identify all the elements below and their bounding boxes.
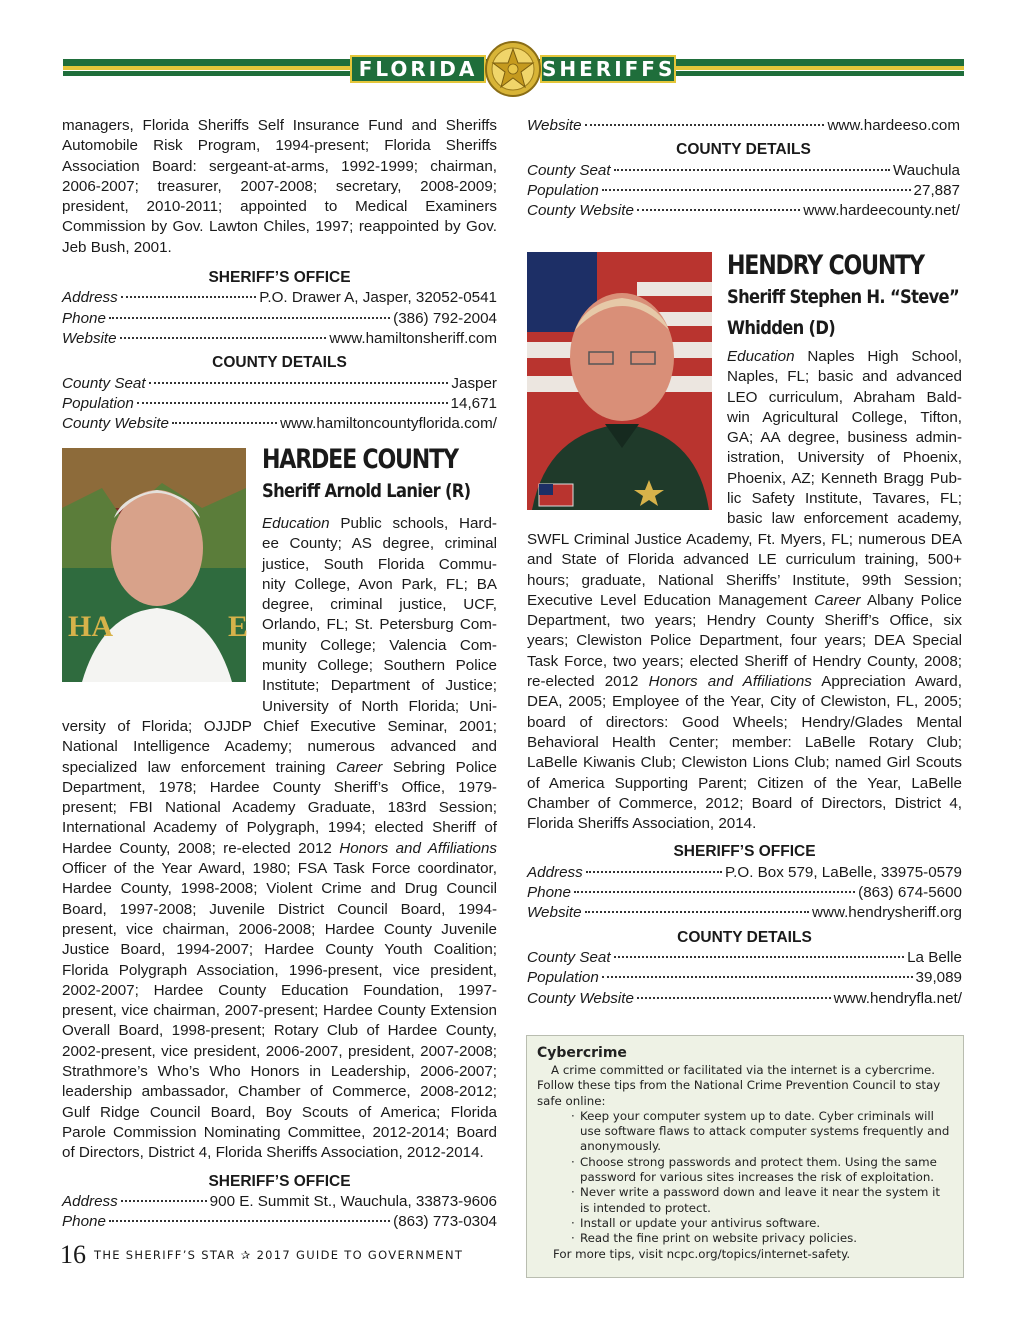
cybercrime-tip bbox=[537, 1185, 953, 1216]
bio-line: munity College; Southern Police bbox=[262, 657, 497, 675]
hendry-seat: La Belle bbox=[907, 948, 962, 966]
hardee-address: 900 E. Summit St., Wauchula, 33873-9606 bbox=[209, 1192, 497, 1210]
tip-text: Install or update your antivirus software. bbox=[580, 1215, 821, 1230]
population-label: Population bbox=[527, 181, 599, 199]
hendry-bio-full bbox=[527, 530, 962, 1009]
hamilton-address-row bbox=[62, 288, 497, 308]
bio-line: GA; AA degree, business admin- bbox=[727, 429, 962, 447]
bullet-icon: · bbox=[571, 1231, 575, 1246]
bio-line: LEO curriculum, Abraham Bald- bbox=[727, 388, 962, 406]
sheriff-star-icon bbox=[484, 40, 542, 98]
bio-line: Orlando, FL; St. Petersburg Com- bbox=[262, 616, 497, 634]
address-label: Address bbox=[527, 863, 583, 881]
bio-line: degree, criminal justice, UCF, bbox=[262, 596, 497, 614]
cybercrime-tip bbox=[537, 1155, 953, 1186]
phone-label: Phone bbox=[62, 1213, 106, 1231]
hardee-sheriff-photo bbox=[62, 448, 249, 682]
hardee-education-label: Education bbox=[262, 515, 330, 532]
cybercrime-more[interactable]: For more tips, visit ncpc.org/topics/internet-safety. bbox=[553, 1246, 851, 1261]
hamilton-population: 14,671 bbox=[450, 394, 497, 412]
footer-title: THE SHERIFF’S STAR ✰ 2017 GUIDE TO GOVERNMENT bbox=[94, 1248, 464, 1262]
hardee-honors-label: Honors and Affiliations bbox=[339, 839, 497, 857]
hardee-county-website-row bbox=[527, 201, 960, 221]
hendry-address: P.O. Box 579, LaBelle, 33975-0579 bbox=[725, 863, 962, 881]
hardee-address-row bbox=[62, 1192, 497, 1212]
hendry-phone: (863) 674-5600 bbox=[858, 884, 962, 902]
hamilton-website-row bbox=[62, 329, 497, 349]
population-label: Population bbox=[527, 969, 599, 987]
hamilton-phone-row bbox=[62, 309, 497, 329]
bio-line: Institute; Department of Justice; bbox=[262, 677, 497, 695]
hardee-career-label: Career bbox=[335, 758, 383, 776]
bio-line: istration, University of Phoenix, bbox=[727, 449, 962, 467]
cybercrime-title: Cybercrime bbox=[537, 1045, 627, 1061]
hendry-education-label: Education bbox=[727, 348, 795, 365]
hamilton-county-website-row bbox=[62, 414, 497, 434]
hendry-population: 39,089 bbox=[915, 969, 962, 987]
hendry-address-row bbox=[527, 863, 962, 883]
cybercrime-tip bbox=[537, 1216, 953, 1231]
bullet-icon: · bbox=[571, 1108, 575, 1123]
website-label: Website bbox=[527, 117, 582, 134]
tip-text: Choose strong passwords and protect them. Using the same password for various sites increases the risk of exploitation. bbox=[580, 1154, 937, 1185]
county-website-label: County Website bbox=[527, 202, 634, 220]
phone-label: Phone bbox=[62, 309, 106, 327]
hendry-county-website-row bbox=[527, 989, 962, 1009]
county-website-label: County Website bbox=[527, 989, 634, 1007]
hardee-county-website[interactable]: www.hardeecounty.net/ bbox=[803, 202, 960, 220]
hardee-photo-sign: HA bbox=[68, 610, 113, 643]
hardee-bio-wrap bbox=[262, 514, 497, 717]
county-website-label: County Website bbox=[62, 415, 169, 433]
hamilton-seat-row bbox=[62, 374, 497, 394]
address-label: Address bbox=[62, 289, 118, 307]
seat-label: County Seat bbox=[527, 161, 611, 179]
hendry-bio-wrap bbox=[727, 347, 962, 530]
hendry-sheriff-photo bbox=[527, 252, 712, 510]
page-header bbox=[0, 0, 1024, 110]
bio-line: basic law enforcement academy, bbox=[727, 510, 962, 528]
hamilton-seat: Jasper bbox=[451, 374, 497, 392]
cybercrime-intro-2: Follow these tips from the National Crime Prevention Council to stay safe online: bbox=[537, 1078, 941, 1108]
cybercrime-intro: A crime committed or facilitated via the internet is a cybercrime. bbox=[551, 1063, 935, 1077]
address-label: Address bbox=[62, 1192, 118, 1210]
hendry-county-website[interactable]: www.hendryfla.net/ bbox=[833, 989, 962, 1007]
cybercrime-tip bbox=[537, 1231, 953, 1246]
bio-line: munity College; Valencia Com- bbox=[262, 636, 497, 654]
hardee-sheriff-name: Sheriff Arnold Lanier (R) bbox=[262, 480, 471, 502]
hendry-bio-part: Albany Police Department, two years; Hendry County Sheriff’s Office, six years; Clewiston Police Department, four years; DEA Special Task Force, two years; elected Sheriff of Hendry County, 2008; re-elected 2012 bbox=[527, 591, 962, 691]
hendry-website[interactable]: www.hendrysheriff.org bbox=[812, 904, 962, 922]
bio-line: Naples, FL; basic and advanced bbox=[727, 368, 962, 386]
hardee-county-name: HARDEE COUNTY bbox=[262, 444, 458, 475]
hardee-bio-part: Sebring Police Department, 1978; Hardee County Sheriff’s Office, 1979-present; FBI National Academy Graduate, 183rd Session; International Academy of Polygraph, 1994; elected Sheriff of Hardee County, 2008; re-elected 2012 bbox=[62, 758, 497, 857]
bullet-icon: · bbox=[571, 1215, 575, 1230]
hardee-bio-part: versity of Florida; OJJDP Chief Executive Seminar, 2001; National Intelligence Academy; numerous advanced and specialized law enforcement training bbox=[62, 718, 497, 776]
hamilton-bio-continued: managers, Florida Sheriffs Self Insurance Fund and Sheriffs Automobile Risk Program, 1994-present; Florida Sheriffs Association Board: sergeant-at-arms, 1992-1999; chairman, 2006-2007; treasurer, 2007-2008; secretary, 2008-2009; president, 2010-2011; appointed to Medical Examiners Commission by Gov. Lawton Chiles, 1997; reappointed by Gov. Jeb Bush, 2001. bbox=[62, 117, 497, 256]
page-number: 16 bbox=[60, 1240, 86, 1269]
hardee-contact-continued bbox=[527, 116, 960, 221]
hendry-honors-label: Honors and Affiliations bbox=[648, 673, 812, 691]
hendry-header bbox=[727, 250, 962, 344]
left-column bbox=[62, 116, 497, 434]
bullet-icon: · bbox=[571, 1154, 575, 1169]
hardee-phone-row bbox=[62, 1212, 497, 1232]
hendry-sheriff-name-2: Whidden (D) bbox=[727, 317, 835, 339]
hendry-bio-part: SWFL Criminal Justice Academy, Ft. Myers, FL; numerous DEA and State of Florida advanced LE curriculum training, 500+ hours; graduate, National Sheriffs’ Institute, 99th Session; Executive Level Education Management bbox=[527, 531, 962, 609]
bio-line: nity College, Avon Park, FL; BA bbox=[262, 575, 497, 593]
hamilton-population-row bbox=[62, 394, 497, 414]
hardee-bio-full bbox=[62, 717, 497, 1232]
hardee-website-row bbox=[527, 116, 960, 136]
hendry-website-row bbox=[527, 903, 962, 923]
hardee-office-title: SHERIFF’S OFFICE bbox=[208, 1172, 351, 1190]
tip-text: Never write a password down and leave it near the system it is intended to protect. bbox=[580, 1185, 940, 1215]
hendry-sheriff-name-1: Sheriff Stephen H. “Steve” bbox=[727, 286, 960, 308]
hardee-seat: Wauchula bbox=[893, 161, 960, 179]
website-label: Website bbox=[527, 904, 582, 922]
website-label: Website bbox=[62, 329, 117, 347]
tip-text: Keep your computer system up to date. Cyber criminals will use software flaws to attack computer systems frequently and anonymously. bbox=[580, 1108, 950, 1154]
hardee-seat-row bbox=[527, 161, 960, 181]
hamilton-address: P.O. Drawer A, Jasper, 32052-0541 bbox=[259, 289, 497, 307]
hendry-seat-row bbox=[527, 948, 962, 968]
hardee-population: 27,887 bbox=[913, 181, 960, 199]
hendry-phone-row bbox=[527, 883, 962, 903]
hendry-details-title: COUNTY DETAILS bbox=[677, 928, 812, 946]
hendry-bio-part: Appreciation Award, DEA, 2005; Employee of the Year, City of Clewiston, FL, 2005; board of directors: Good Wheels; Hendry/Glades Mental Behavioral Health Center; member: LaBelle Rotary Club; LaBelle Kiwanis Club; Clewiston Lions Club; named Girl Scouts of America Supporting Parent; Citizen of the Year, LaBelle Chamber of Commerce, 2012; Board of Directors, District 4, Florida Sheriffs Association, 2014. bbox=[527, 673, 962, 833]
hendry-county-name: HENDRY COUNTY bbox=[727, 250, 924, 281]
hendry-population-row bbox=[527, 968, 962, 988]
cybercrime-sidebar bbox=[526, 1035, 964, 1278]
hamilton-county-website[interactable]: www.hamiltoncountyflorida.com/ bbox=[280, 415, 497, 433]
hardee-details-title: COUNTY DETAILS bbox=[676, 141, 811, 159]
header-sheriffs: SHERIFFS bbox=[542, 57, 676, 81]
hardee-photo-sign-right: E bbox=[228, 610, 249, 643]
hardee-population-row bbox=[527, 181, 960, 201]
hendry-office-title: SHERIFF’S OFFICE bbox=[673, 843, 816, 861]
page-footer bbox=[60, 1240, 500, 1270]
header-florida: FLORIDA bbox=[350, 55, 486, 83]
population-label: Population bbox=[62, 394, 134, 412]
bio-line: justice, South Florida Commu- bbox=[262, 555, 497, 573]
hardee-phone: (863) 773-0304 bbox=[393, 1213, 497, 1231]
bullet-icon: · bbox=[571, 1185, 575, 1200]
bio-line: win Agricultural College, Tifton, bbox=[727, 408, 962, 426]
bio-line: ee County; AS degree, criminal bbox=[262, 535, 497, 553]
seat-label: County Seat bbox=[62, 374, 146, 392]
hardee-bio-part: Officer of the Year Award, 1980; FSA Task Force coordinator, Hardee County, 1998-2008; Violent Crime and Drug Council Board, 1997-2008; Juvenile District Council Board, 1994-present, vice chairman, 2006-2008; Hardee County Juvenile Justice Board, 1994-2007; Hardee County Youth Coalition; Florida Polygraph Association, 1996-present, vice president, 2002-2007; Hardee County Education Foundation, 1997-present, vice chairman, 2007-present; Hardee County Extension Overall Board, 1998-present; Rotary Club of Hardee County, 2002-present, vice president, 2006-2007, president, 2007-2008; Strathmore’s Who’s Who Honors in Leadership, 2006-2007; leadership ambassador, Chamber of Commerce, 2008-2012; Gulf Ridge Council Board, Boy Scouts of America; Florida Parole Commission Nominating Committee, 2012-2014; Board of Directors, District 4, Florida Sheriffs Association, 2012-2014. bbox=[62, 860, 497, 1162]
hamilton-website[interactable]: www.hamiltonsheriff.com bbox=[329, 329, 497, 347]
bio-line: lic Safety Institute, Tavares, FL; bbox=[727, 490, 962, 508]
hendry-career-label: Career bbox=[814, 591, 861, 609]
bio-line: Naples High School, bbox=[807, 348, 962, 365]
hardee-header bbox=[262, 444, 497, 507]
bio-line: Phoenix, AZ; Kenneth Bragg Pub- bbox=[727, 469, 962, 487]
hamilton-details-title: COUNTY DETAILS bbox=[212, 354, 347, 372]
hardee-website[interactable]: www.hardeeso.com bbox=[827, 117, 960, 134]
hamilton-phone: (386) 792-2004 bbox=[393, 309, 497, 327]
bio-line: Public schools, Hard- bbox=[340, 515, 497, 532]
cybercrime-tip bbox=[537, 1109, 953, 1155]
bio-line: University of North Florida; Uni- bbox=[262, 697, 497, 715]
seat-label: County Seat bbox=[527, 948, 611, 966]
phone-label: Phone bbox=[527, 884, 571, 902]
tip-text: Read the fine print on website privacy policies. bbox=[580, 1231, 858, 1246]
hamilton-office-title: SHERIFF’S OFFICE bbox=[208, 269, 351, 287]
